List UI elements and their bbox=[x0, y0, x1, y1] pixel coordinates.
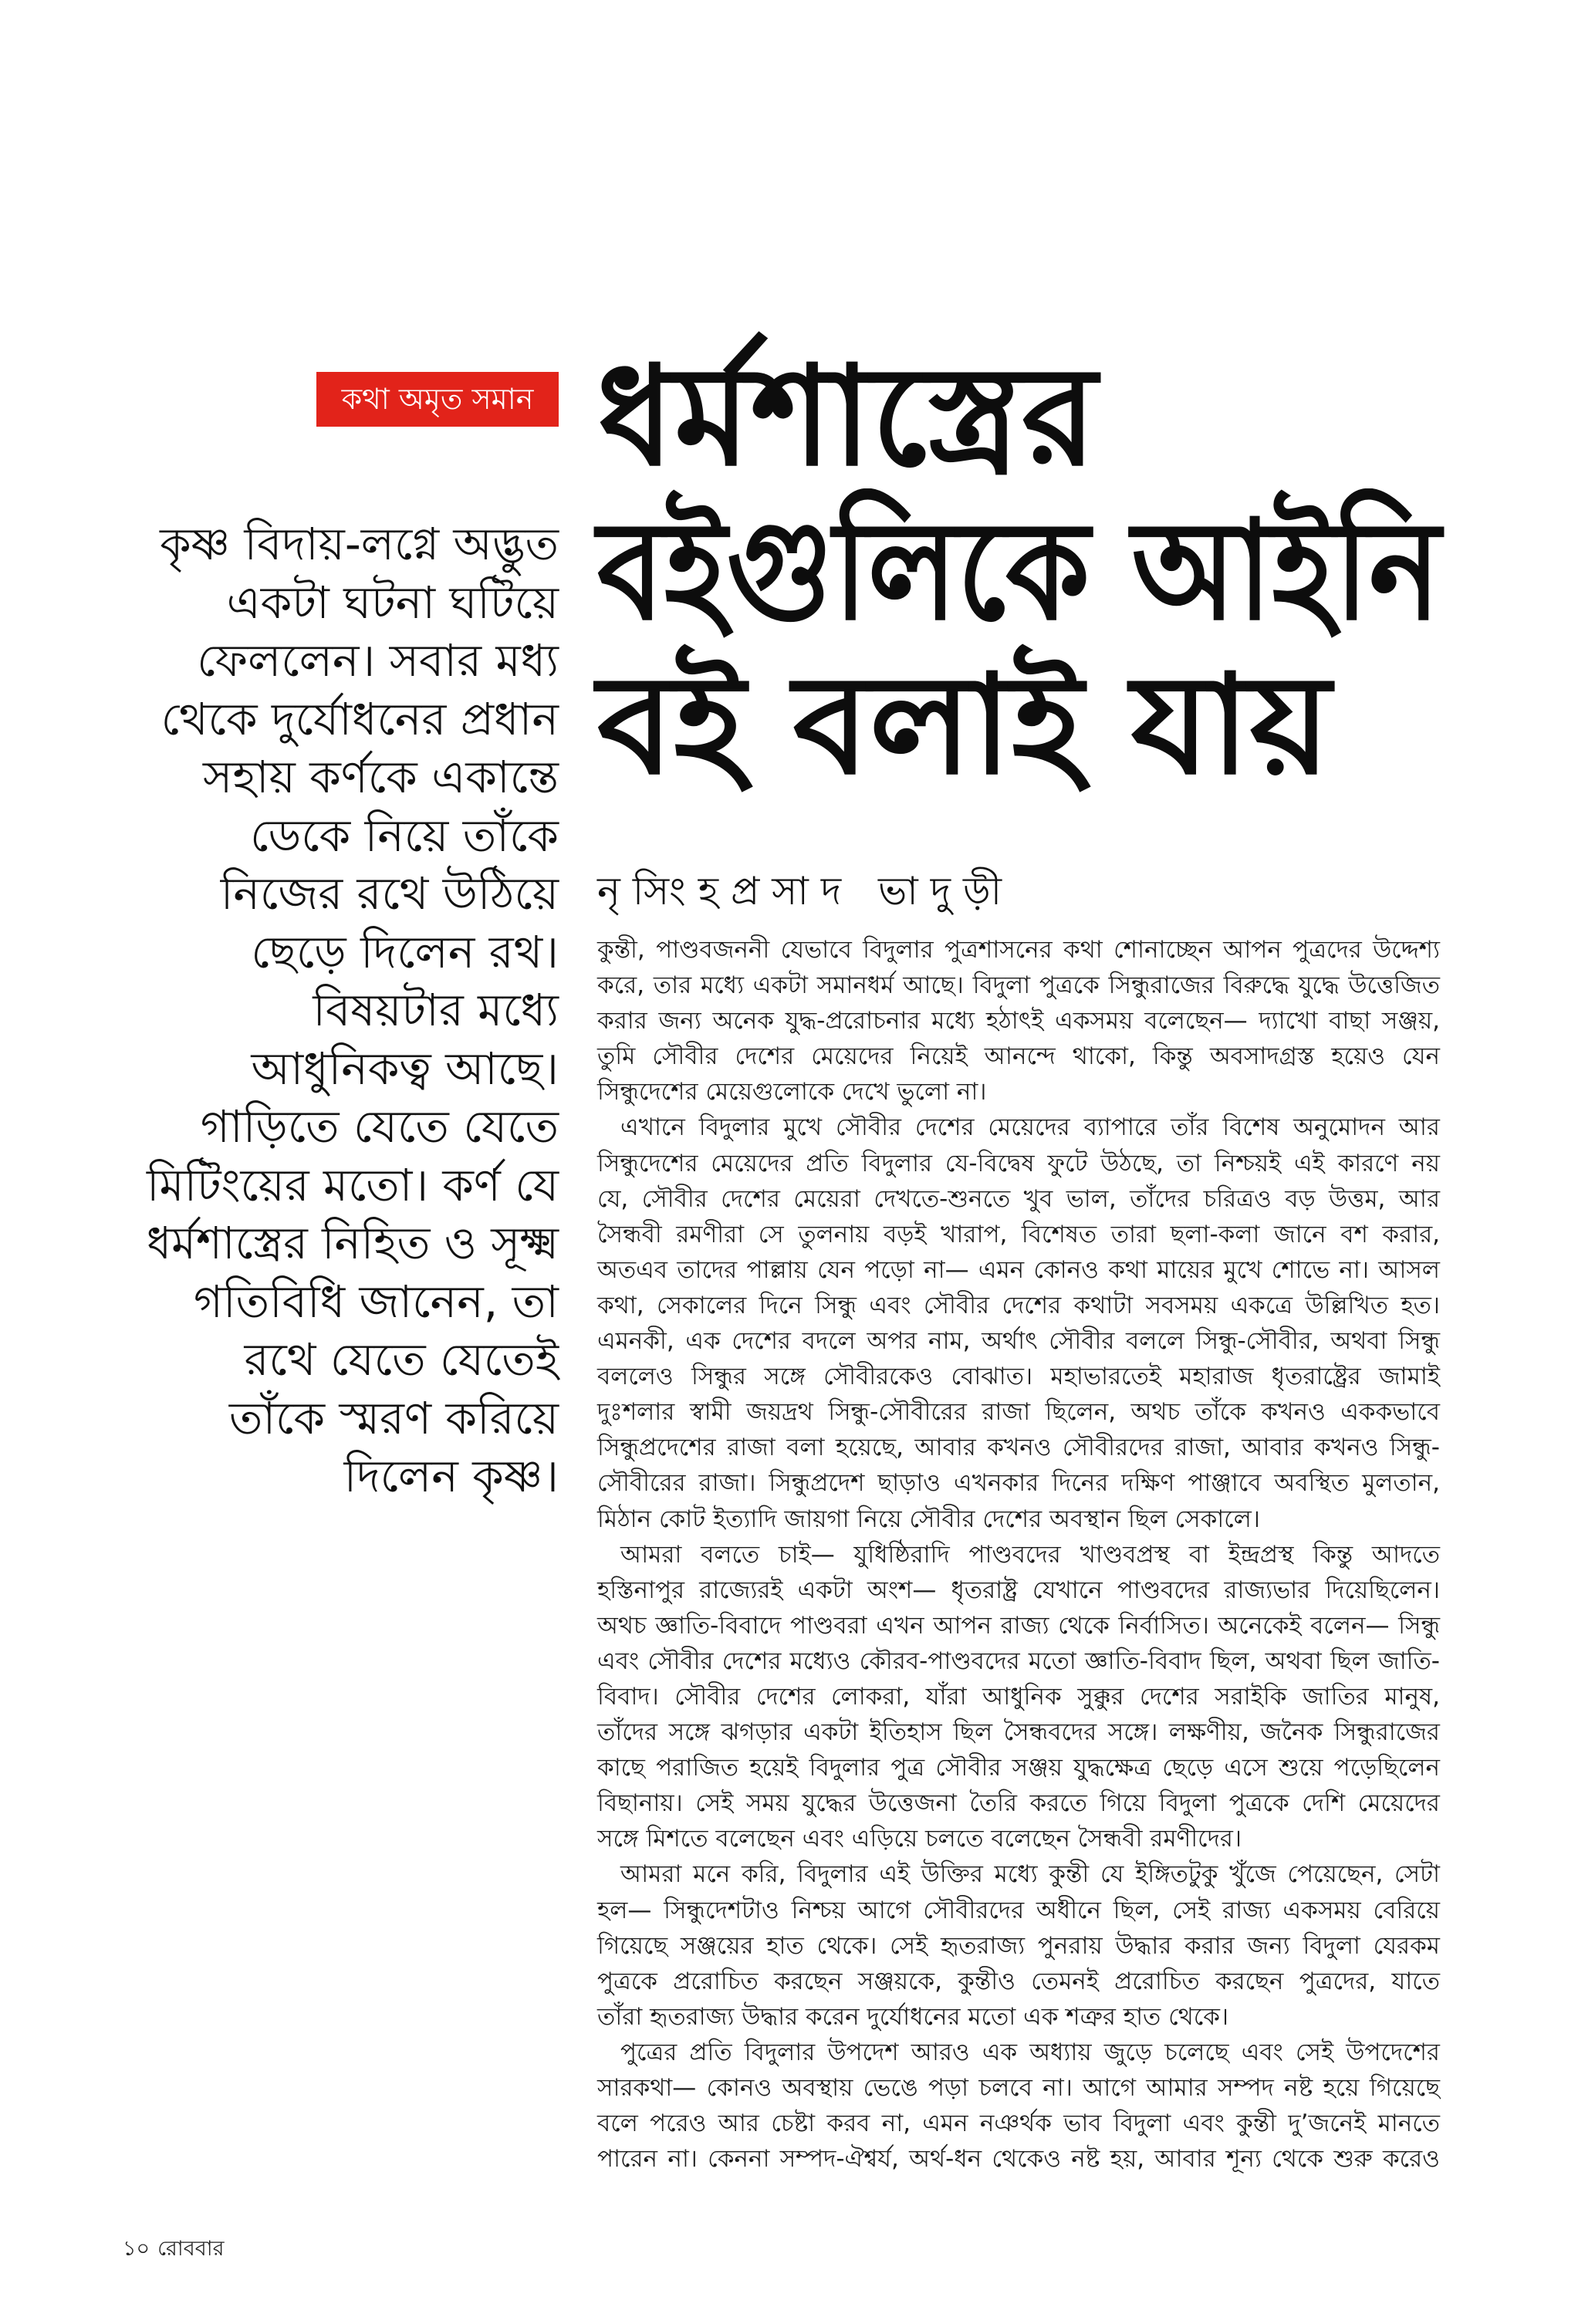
pull-quote-line bbox=[147, 1331, 559, 1390]
body-line-text: বিছানায়। সেই সময় যুদ্ধের উত্তেজনা তৈরি করতে গিয়ে বিদুলা পুত্রকে দেশি মেয়েদের bbox=[597, 1789, 1440, 1818]
pull-quote-line bbox=[147, 574, 559, 633]
body-line-text: করে, তার মধ্যে একটা সমানধর্ম আছে। বিদুলা পুত্রকে সিন্ধুরাজের বিরুদ্ধে যুদ্ধে উত্তেজিত bbox=[597, 971, 1440, 1000]
body-line-text: দুঃশলার স্বামী জয়দ্রথ সিন্ধু-সৌবীরের রাজা ছিলেন, অথচ তাঁকে কখনও এককভাবে bbox=[597, 1398, 1440, 1427]
body-line bbox=[597, 1323, 1441, 1359]
body-line bbox=[597, 932, 1441, 968]
pull-quote-text: দিলেন কৃষ্ণ। bbox=[343, 1450, 559, 1502]
body-line bbox=[597, 1501, 1441, 1537]
body-line-text: পারেন না। কেননা সম্পদ-ঐশ্বর্য, অর্থ-ধন থেকেও নষ্ট হয়, আবার শূন্য থেকে শুরু করেও bbox=[597, 2145, 1440, 2174]
body-line-text: অতএব তাদের পাল্লায় যেন পড়ো না— এমন কোনও কথা মায়ের মুখে শোভে না। আসল bbox=[597, 1255, 1440, 1284]
body-line-text: সিন্ধুদেশের মেয়েগুলোকে দেখে ভুলো না। bbox=[597, 1078, 987, 1106]
page-number: ১০ bbox=[123, 2237, 150, 2261]
pull-quote-line bbox=[147, 924, 559, 982]
pull-quote-line bbox=[147, 1447, 559, 1506]
body-line-text: সিন্ধুপ্রদেশের রাজা বলা হয়েছে, আবার কখনও সৌবীরদের রাজা, আবার কখনও সিন্ধু- bbox=[597, 1434, 1440, 1462]
pull-quote-line bbox=[147, 1390, 559, 1448]
body-line-text: অথচ জ্ঞাতি-বিবাদে পাণ্ডবরা এখন আপন রাজ্য থেকে নির্বাসিত। অনেকেই বলেন— সিন্ধু bbox=[597, 1611, 1440, 1640]
body-line-text: বললেও সিন্ধুর সঙ্গে সৌবীরকেও বোঝাত। মহাভারতেই মহারাজ ধৃতরাষ্ট্রের জামাই bbox=[597, 1363, 1440, 1391]
pull-quote-text: সহায় কর্ণকে একান্তে bbox=[203, 751, 559, 803]
body-line bbox=[597, 1572, 1441, 1608]
body-line bbox=[597, 1110, 1441, 1145]
body-line bbox=[597, 1288, 1441, 1323]
body-line bbox=[597, 2141, 1441, 2177]
page-footer bbox=[123, 2234, 431, 2265]
body-line-text: হল— সিন্ধুদেশটাও নিশ্চয় আগে সৌবীরদের অধীনে ছিল, সেই রাজ্য একসময় বেরিয়ে bbox=[597, 1896, 1440, 1924]
pull-quote-text: থেকে দুর্যোধনের প্রধান bbox=[161, 692, 559, 745]
pull-quote-line bbox=[147, 1214, 559, 1273]
body-line bbox=[597, 1003, 1441, 1039]
pull-quote-text: গাড়িতে যেতে যেতে bbox=[200, 1100, 559, 1153]
body-line-text: সৈন্ধবী রমণীরা সে তুলনায় বড়ই খারাপ, বিশেষত তারা ছলা-কলা জানে বশ করার, bbox=[597, 1220, 1440, 1248]
headline-line bbox=[597, 491, 1441, 650]
headline-line-text: ধর্মশাস্ত্রের bbox=[597, 336, 1097, 496]
body-line bbox=[597, 1679, 1441, 1714]
body-line bbox=[597, 1181, 1441, 1217]
body-line-text: আমরা মনে করি, বিদুলার এই উক্তির মধ্যে কুন্তী যে ইঙ্গিতটুকু খুঁজে পেয়েছেন, সেটা bbox=[620, 1860, 1440, 1889]
section-tag bbox=[316, 372, 559, 427]
pull-quote-line bbox=[147, 1157, 559, 1215]
body-line-text: তাঁরা হৃতরাজ্য উদ্ধার করেন দুর্যোধনের মতো এক শত্রুর হাত থেকে। bbox=[597, 2002, 1229, 2031]
body-line bbox=[597, 1074, 1441, 1110]
pull-quote-text: মিটিংয়ের মতো। কর্ণ যে bbox=[147, 1158, 559, 1211]
pull-quote-text: একটা ঘটনা ঘটিয়ে bbox=[226, 576, 559, 629]
body-line-text: কথা, সেকালের দিনে সিন্ধু এবং সৌবীর দেশের কথাটা সবসময় একত্রে উল্লিখিত হত। bbox=[597, 1291, 1440, 1319]
pull-quote-text: ধর্মশাস্ত্রের নিহিত ও সূক্ষ্ম bbox=[147, 1217, 559, 1269]
body-line bbox=[597, 1643, 1441, 1679]
body-line bbox=[597, 1430, 1441, 1465]
body-line bbox=[597, 2070, 1441, 2106]
body-line bbox=[597, 1785, 1441, 1821]
pull-quote-line bbox=[147, 981, 559, 1040]
body-line bbox=[597, 1821, 1441, 1856]
pull-quote bbox=[147, 515, 559, 1506]
body-line bbox=[597, 1893, 1441, 1928]
pull-quote-line bbox=[147, 807, 559, 866]
pull-quote-text: বিষয়টার মধ্যে bbox=[313, 984, 559, 1036]
headline-line-text: বই বলাই যায় bbox=[597, 645, 1331, 805]
section-tag-text: কথা অমৃত সমান bbox=[341, 382, 534, 416]
body-line bbox=[597, 1714, 1441, 1750]
pull-quote-text: আধুনিকত্ব আছে। bbox=[251, 1042, 559, 1095]
body-line-text: কাছে পরাজিত হয়েই বিদুলার পুত্র সৌবীর সঞ্জয় যুদ্ধক্ষেত্র ছেড়ে এসে শুয়ে পড়েছিলেন bbox=[597, 1754, 1440, 1782]
body-line-text: কুন্তী, পাণ্ডবজননী যেভাবে বিদুলার পুত্রশাসনের কথা শোনাচ্ছেন আপন পুত্রদের উদ্দেশ্য bbox=[597, 936, 1440, 964]
magazine-name: রোববার bbox=[157, 2237, 225, 2261]
pull-quote-line bbox=[147, 515, 559, 574]
body-line bbox=[597, 1928, 1441, 1964]
body-line-text: সঙ্গে মিশতে বলেছেন এবং এড়িয়ে চলতে বলেছেন সৈন্ধবী রমণীদের। bbox=[597, 1825, 1242, 1853]
pull-quote-line bbox=[147, 748, 559, 807]
headline-line bbox=[597, 645, 1441, 805]
body-line-text: যে, সৌবীর দেশের মেয়েরা দেখতে-শুনতে খুব ভাল, তাঁদের চরিত্রও বড় উত্তম, আর bbox=[597, 1184, 1440, 1213]
body-line bbox=[597, 2035, 1441, 2070]
body-line bbox=[597, 1608, 1441, 1643]
body-line bbox=[597, 1252, 1441, 1288]
body-line bbox=[597, 1999, 1441, 2035]
body-line-text: মিঠান কোট ইত্যাদি জায়গা নিয়ে সৌবীর দেশের অবস্থান ছিল সেকালে। bbox=[597, 1505, 1260, 1533]
body-line-text: এখানে বিদুলার মুখে সৌবীর দেশের মেয়েদের ব্যাপারে তাঁর বিশেষ অনুমোদন আর bbox=[620, 1113, 1440, 1142]
pull-quote-line bbox=[147, 1040, 559, 1099]
pull-quote-text: তাঁকে স্মরণ করিয়ে bbox=[228, 1391, 559, 1444]
pull-quote-line bbox=[147, 691, 559, 749]
headline-line bbox=[597, 336, 1441, 496]
body-line-text: বলে পরেও আর চেষ্টা করব না, এমন নঞর্থক ভাব বিদুলা এবং কুন্তী দু’জনেই মানতে bbox=[597, 2110, 1440, 2138]
body-line bbox=[597, 1359, 1441, 1394]
body-line-text: গিয়েছে সঞ্জয়ের হাত থেকে। সেই হৃতরাজ্য পুনরায় উদ্ধার করার জন্য বিদুলা যেরকম bbox=[597, 1931, 1440, 1960]
pull-quote-line bbox=[147, 1273, 559, 1332]
body-line-text: করার জন্য অনেক যুদ্ধ-প্ররোচনার মধ্যে হঠাৎই একসময় বলেছেন— দ্যাখো বাছা সঞ্জয়, bbox=[597, 1007, 1440, 1035]
body-line-text: হস্তিনাপুর রাজ্যেরই একটা অংশ— ধৃতরাষ্ট্র যেখানে পাণ্ডবদের রাজ্যভার দিয়েছিলেন। bbox=[597, 1576, 1440, 1604]
body-line bbox=[597, 1856, 1441, 1892]
body-line bbox=[597, 1537, 1441, 1572]
body-line-text: তাঁদের সঙ্গে ঝগড়ার একটা ইতিহাস ছিল সৈন্ধবদের সঙ্গে। লক্ষণীয়, জনৈক সিন্ধুরাজের bbox=[597, 1718, 1440, 1747]
body-line-text: আমরা বলতে চাই— যুধিষ্ঠিরাদি পাণ্ডবদের খাণ্ডবপ্রস্থ বা ইন্দ্রপ্রস্থ কিন্তু আদতে bbox=[620, 1540, 1440, 1569]
body-line-text: সারকথা— কোনও অবস্থায় ভেঙে পড়া চলবে না। আগে আমার সম্পদ নষ্ট হয়ে গিয়েছে bbox=[597, 2074, 1440, 2102]
body-line bbox=[597, 1039, 1441, 1074]
body-line-text: বিবাদ। সৌবীর দেশের লোকরা, যাঁরা আধুনিক সুক্কুর দেশের সরাইকি জাতির মানুষ, bbox=[597, 1682, 1440, 1711]
body-line bbox=[597, 1394, 1441, 1430]
pull-quote-line bbox=[147, 1098, 559, 1157]
pull-quote-text: গতিবিধি জানেন, তা bbox=[194, 1275, 559, 1328]
pull-quote-text: ফেললেন। সবার মধ্য bbox=[197, 634, 559, 687]
body-line-text: পুত্রের প্রতি বিদুলার উপদেশ আরও এক অধ্যায় জুড়ে চলেছে এবং সেই উপদেশের bbox=[620, 2038, 1440, 2066]
pull-quote-line bbox=[147, 865, 559, 924]
body-line bbox=[597, 1217, 1441, 1252]
author-name: নৃসিংহপ্রসাদ ভাদুড়ী bbox=[597, 869, 1015, 914]
pull-quote-text: রথে যেতে যেতেই bbox=[244, 1333, 559, 1386]
body-line bbox=[597, 968, 1441, 1003]
article-body bbox=[597, 932, 1441, 2177]
body-line bbox=[597, 1146, 1441, 1181]
body-line-text: সিন্ধুদেশের মেয়েদের প্রতি বিদুলার যে-বিদ্বেষ ফুটে উঠছে, তা নিশ্চয়ই এই কারণে নয় bbox=[597, 1149, 1440, 1177]
body-line-text: এবং সৌবীর দেশের মধ্যেও কৌরব-পাণ্ডবদের মতো জ্ঞাতি-বিবাদ ছিল, অথবা ছিল জাতি- bbox=[597, 1647, 1440, 1675]
body-line-text: সৌবীরের রাজা। সিন্ধুপ্রদেশ ছাড়াও এখনকার দিনের দক্ষিণ পাঞ্জাবে অবস্থিত মুলতান, bbox=[597, 1469, 1440, 1498]
headline bbox=[597, 336, 1441, 805]
pull-quote-line bbox=[147, 632, 559, 691]
headline-line-text: বইগুলিকে আইনি bbox=[597, 491, 1441, 650]
pull-quote-text: কৃষ্ণ বিদায়-লগ্নে অদ্ভুত bbox=[160, 518, 559, 570]
author-byline bbox=[597, 864, 1369, 918]
body-line bbox=[597, 1465, 1441, 1501]
body-line bbox=[597, 1750, 1441, 1785]
body-line bbox=[597, 1964, 1441, 1999]
body-line-text: তুমি সৌবীর দেশের মেয়েদের নিয়েই আনন্দে থাকো, কিন্তু অবসাদগ্রস্ত হয়েও যেন bbox=[597, 1042, 1440, 1071]
pull-quote-text: ডেকে নিয়ে তাঁকে bbox=[250, 809, 559, 862]
body-line-text: এমনকী, এক দেশের বদলে অপর নাম, অর্থাৎ সৌবীর বললে সিন্ধু-সৌবীর, অথবা সিন্ধু bbox=[597, 1327, 1440, 1356]
body-line bbox=[597, 2106, 1441, 2141]
body-line-text: পুত্রকে প্ররোচিত করছেন সঞ্জয়কে, কুন্তীও তেমনই প্ররোচিত করছেন পুত্রদের, যাতে bbox=[597, 1967, 1440, 1995]
pull-quote-text: ছেড়ে দিলেন রথ। bbox=[251, 925, 559, 978]
pull-quote-text: নিজের রথে উঠিয়ে bbox=[220, 867, 559, 920]
